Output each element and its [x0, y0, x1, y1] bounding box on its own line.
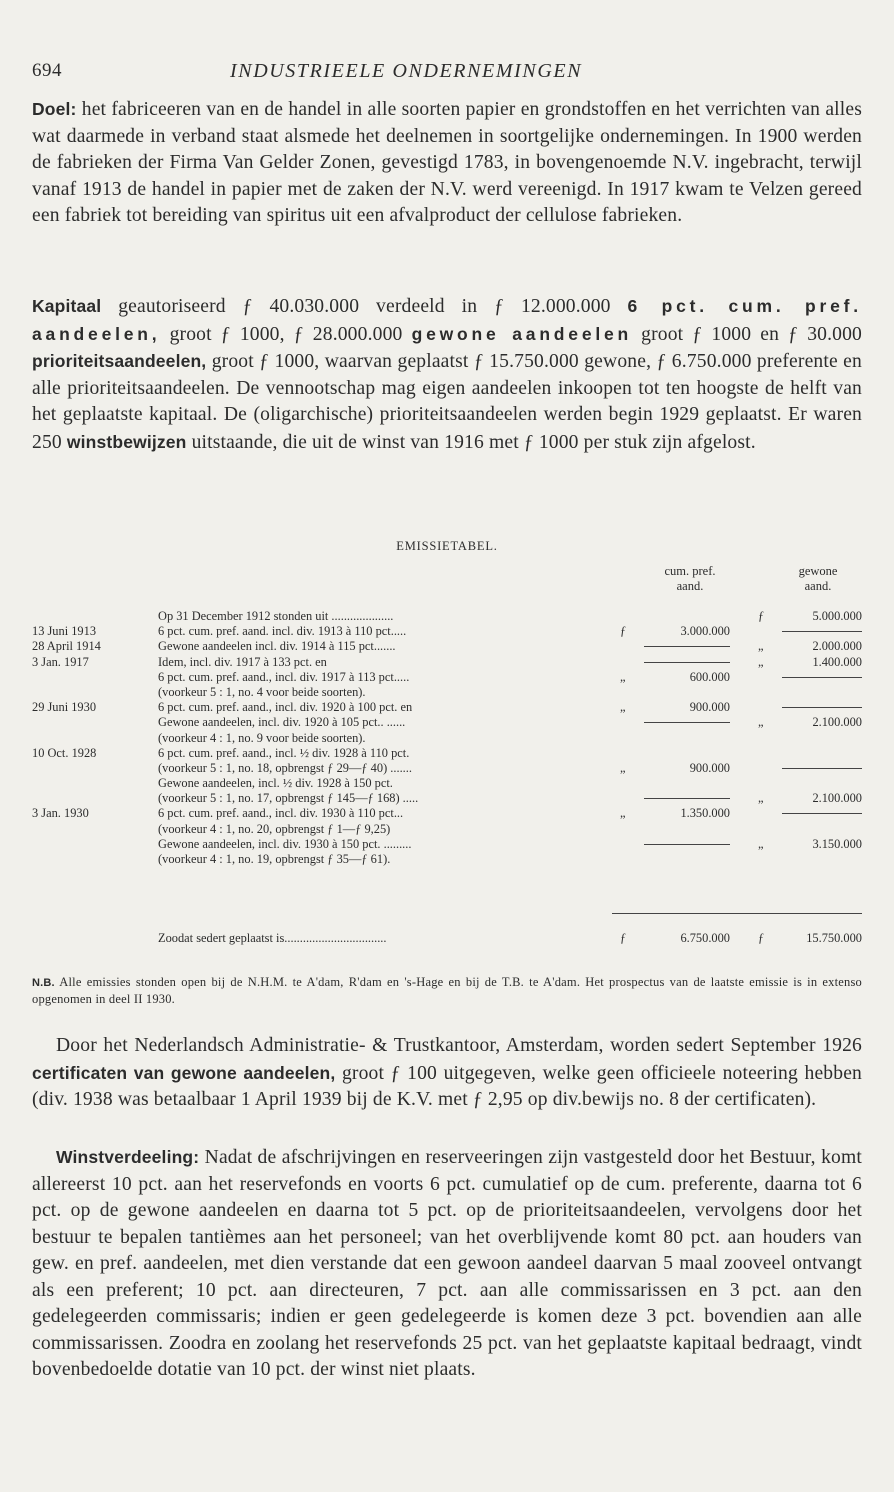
common-amount-cell: [758, 685, 862, 700]
row-description: Gewone aandeelen, incl. div. 1920 à 105 pct.. ......: [158, 715, 406, 730]
certificaten-text-2: groot ƒ 100 uitgegeven, welke geen officieele noteering hebben (div. 1938 was betaalbaar 1 April 1939 bij de K.V. met ƒ 2,95 op div.bewijs no. 8 der certificaten).: [32, 1062, 862, 1110]
table-row: [32, 639, 868, 654]
pref-amount-cell: [620, 639, 730, 654]
emissietabel-title: EMISSIETABEL.: [396, 539, 498, 553]
total-pref-amount: 6.750.000: [680, 931, 730, 945]
total-pref-currency: ƒ: [620, 931, 627, 945]
table-total-rule: [612, 913, 862, 914]
total-label: Zoodat sedert geplaatst is.................................: [158, 931, 387, 945]
pref-amount-cell: [620, 791, 730, 806]
table-row: [32, 761, 868, 776]
currency-mark: „: [758, 836, 764, 851]
amount: 2.000.000: [812, 639, 862, 654]
pref-amount-cell: [620, 761, 730, 776]
pref-amount-cell: [620, 806, 730, 821]
priority-shares-term: prioriteitsaandeelen,: [32, 351, 207, 371]
currency-mark: „: [620, 669, 626, 684]
empty-dash: [782, 707, 862, 708]
amount: 5.000.000: [812, 609, 862, 623]
certificaten-term: certificaten van gewone aandeelen,: [32, 1062, 336, 1083]
row-date: 3 Jan. 1930: [32, 806, 89, 821]
table-row: [32, 746, 868, 761]
table-row: [32, 776, 868, 791]
profit-certificates-term: winstbewijzen: [66, 431, 187, 452]
currency-mark: „: [620, 760, 626, 775]
amount: 3.000.000: [680, 624, 730, 639]
winstverdeeling-text: Nadat de afschrijvingen en reserveeringen zijn vastgesteld door het Bestuur, komt allereerst 10 pct. aan het reservefonds en voorts 6 pct. cumulatief op de cum. preferente, daarna tot 6 pct. op de gewone aandeelen en daarna tot 5 pct. op de prioriteitsaandeelen, vervolgens door het bestuur te bepalen tantièmes aan het personeel; van het overblijvende komt 80 pct. aan houders van gew. en pref. aandeelen, met dien verstande dat een gewoon aandeel daarvan 5 maal zooveel ontvangt als een preferent; 10 pct. aan directeuren, 7 pct. aan alle commissarissen en 3 pct. aan den gedelegeerden commissaris; indien er geen gedelegeerde is komen deze 3 pct. bovendien aan alle commissarissen. Zoodra en zoolang het reservefonds 25 pct. van het geplaatste kapitaal bedraagt, vindt bovenbedoelde dotatie van 10 pct. der winst niet plaats.: [32, 1147, 862, 1380]
common-amount-cell: [758, 837, 862, 852]
kapitaal-text-4: groot ƒ 1000, waarvan geplaatst ƒ 15.750.000 gewone, ƒ 6.750.000 preferente en alle prioriteitsaandeelen. De vennootschap mag eigen aandeelen inkoopen tot ten hoogste de helft van het geplaatste kapitaal. De (oligarchische) prioriteitsaandeelen werden begin 1929 geplaatst. Er waren 250: [32, 351, 862, 453]
running-title: INDUSTRIEELE ONDERNEMINGEN: [230, 60, 583, 82]
common-amount-cell: [758, 761, 862, 776]
pref-amount-cell: [620, 715, 730, 730]
row-description: 6 pct. cum. pref. aand., incl. div. 1920 à 100 pct. en: [158, 700, 413, 715]
table-row: [32, 700, 868, 715]
amount: 2.100.000: [812, 715, 862, 730]
empty-dash: [782, 813, 862, 814]
row-description: (voorkeur 4 : 1, no. 20, opbrengst ƒ 1—ƒ 9,25): [158, 821, 391, 836]
row-date: 29 Juni 1930: [32, 700, 97, 715]
row-description: 6 pct. cum. pref. aand., incl. div. 1917 à 113 pct.....: [158, 669, 410, 684]
table-row: [32, 837, 868, 852]
kapitaal-text-5: uitstaande, die uit de winst van 1916 met ƒ 1000 per stuk zijn afgelost.: [191, 431, 756, 453]
row-description: Op 31 December 1912 stonden uit ....................: [158, 609, 394, 623]
common-amount-cell: [758, 670, 862, 685]
kapitaal-text-2: groot ƒ 1000, ƒ 28.000.000: [169, 323, 403, 345]
winstverdeeling-label: Winstverdeeling:: [56, 1147, 200, 1167]
pref-amount-cell: [620, 655, 730, 670]
emission-table: [32, 609, 868, 867]
pref-amount-cell: [620, 685, 730, 700]
pref-amount-cell: [620, 670, 730, 685]
table-row: [32, 655, 868, 670]
row-description: Idem, incl. div. 1917 à 133 pct. en: [158, 654, 327, 669]
pref-amount-cell: [620, 837, 730, 852]
row-date: 3 Jan. 1917: [32, 654, 89, 669]
row-date: 10 Oct. 1928: [32, 745, 97, 760]
empty-dash: [644, 798, 730, 799]
currency-mark: „: [758, 639, 764, 654]
common-amount-cell: [758, 822, 862, 837]
empty-dash: [644, 844, 730, 845]
table-row: [32, 822, 868, 837]
pref-amount-cell: [620, 609, 730, 624]
currency-mark: „: [620, 806, 626, 821]
pref-shares-term: 6 pct. cum. pref. aandeelen,: [32, 296, 862, 344]
pref-amount-cell: [620, 822, 730, 837]
common-amount-cell: [758, 776, 862, 791]
table-row: [32, 609, 868, 624]
currency-mark: „: [758, 654, 764, 669]
row-description: (voorkeur 5 : 1, no. 17, opbrengst ƒ 145—ƒ 168) .....: [158, 791, 419, 806]
pref-amount-cell: [620, 852, 730, 867]
row-description: (voorkeur 4 : 1, no. 19, opbrengst ƒ 35—ƒ 61).: [158, 852, 391, 866]
table-row: [32, 731, 868, 746]
certificaten-text-1: Door het Nederlandsch Administratie- & Trustkantoor, Amsterdam, worden sedert September 1926: [56, 1035, 862, 1056]
currency-mark: ƒ: [620, 624, 627, 639]
nb-label: N.B.: [32, 977, 55, 989]
doel-paragraph: [32, 96, 862, 230]
currency-mark: „: [758, 791, 764, 806]
nb-footnote: [32, 974, 862, 1007]
total-common-amount: 15.750.000: [806, 931, 862, 945]
amount: 600.000: [689, 669, 730, 684]
currency-mark: „: [758, 715, 764, 730]
amount: 1.350.000: [680, 806, 730, 821]
table-row: [32, 852, 868, 867]
table-total-row: [32, 931, 868, 947]
kapitaal-paragraph: [32, 293, 862, 456]
row-description: (voorkeur 4 : 1, no. 9 voor beide soorten).: [158, 730, 366, 745]
table-row: [32, 685, 868, 700]
empty-dash: [782, 631, 862, 632]
col-header-pref: cum. pref. aand.: [664, 564, 716, 593]
common-shares-term: gewone aandeelen: [411, 323, 633, 344]
common-amount-cell: [758, 806, 862, 821]
certificaten-paragraph: [32, 1033, 862, 1114]
currency-mark: ƒ: [758, 609, 765, 623]
kapitaal-text-1: geautoriseerd ƒ 40.030.000 verdeeld in ƒ 12.000.000: [118, 296, 611, 317]
row-description: (voorkeur 5 : 1, no. 4 voor beide soorten).: [158, 684, 366, 699]
winstverdeeling-paragraph: [32, 1144, 862, 1384]
pref-amount-cell: [620, 731, 730, 746]
amount: 3.150.000: [812, 836, 862, 851]
table-row: [32, 715, 868, 730]
row-description: Gewone aandeelen, incl. ½ div. 1928 à 150 pct.: [158, 776, 393, 791]
doel-text: het fabriceeren van en de handel in alle soorten papier en grondstoffen en het verrichten van alles wat daarmede in verband staat alsmede het deelnemen in soortgelijke ondernemingen. In 1900 werden de fabrieken der Firma Van Gelder Zonen, gevestigd 1783, in bovengenoemde N.V. ingebracht, terwijl vanaf 1913 de handel in papier met de zaken der N.V. werd vereenigd. In 1917 kwam te Velzen gereed een fabriek tot bereiding van spiritus uit een afvalproduct der cellulose fabrieken.: [32, 99, 862, 226]
common-amount-cell: [758, 731, 862, 746]
row-description: (voorkeur 5 : 1, no. 18, opbrengst ƒ 29—ƒ 40) .......: [158, 760, 412, 775]
pref-amount-cell: [620, 624, 730, 639]
common-amount-cell: [758, 639, 862, 654]
row-description: 6 pct. cum. pref. aand., incl. ½ div. 1928 à 110 pct.: [158, 745, 410, 760]
table-row: [32, 806, 868, 821]
nb-text: Alle emissies stonden open bij de N.H.M. te A'dam, R'dam en 's-Hage en bij de T.B. te A'dam. Het prospectus van de laatste emissie is in extenso opgenomen in deel II 1930.: [32, 975, 862, 1006]
amount: 900.000: [689, 700, 730, 715]
page-header: [32, 60, 862, 90]
total-common-currency: ƒ: [758, 931, 765, 945]
row-description: Gewone aandeelen incl. div. 1914 à 115 pct.......: [158, 639, 396, 654]
amount: 2.100.000: [812, 791, 862, 806]
empty-dash: [644, 722, 730, 723]
col-header-common: gewone aand.: [798, 564, 838, 593]
empty-dash: [644, 646, 730, 647]
table-row: [32, 670, 868, 685]
common-amount-cell: [758, 852, 862, 867]
common-amount-cell: [758, 715, 862, 730]
empty-dash: [644, 662, 730, 663]
pref-amount-cell: [620, 776, 730, 791]
pref-amount-cell: [620, 700, 730, 715]
common-amount-cell: [758, 746, 862, 761]
pref-amount-cell: [620, 746, 730, 761]
amount: 1.400.000: [812, 654, 862, 669]
page-number: 694: [32, 60, 62, 81]
row-description: Gewone aandeelen, incl. div. 1930 à 150 pct. .........: [158, 836, 412, 851]
common-amount-cell: [758, 655, 862, 670]
common-amount-cell: [758, 609, 862, 624]
table-row: [32, 791, 868, 806]
doel-label: Doel:: [32, 99, 77, 119]
row-date: 28 April 1914: [32, 639, 101, 654]
amount: 900.000: [689, 760, 730, 775]
currency-mark: „: [620, 700, 626, 715]
row-description: 6 pct. cum. pref. aand., incl. div. 1930 à 110 pct...: [158, 806, 404, 821]
row-date: 13 Juni 1913: [32, 624, 97, 639]
empty-dash: [782, 677, 862, 678]
empty-dash: [782, 768, 862, 769]
common-amount-cell: [758, 700, 862, 715]
table-row: [32, 624, 868, 639]
kapitaal-label: Kapitaal: [32, 296, 102, 316]
common-amount-cell: [758, 624, 862, 639]
kapitaal-text-3: groot ƒ 1000 en ƒ 30.000: [641, 323, 862, 345]
row-description: 6 pct. cum. pref. aand. incl. div. 1913 à 110 pct.....: [158, 624, 407, 639]
common-amount-cell: [758, 791, 862, 806]
